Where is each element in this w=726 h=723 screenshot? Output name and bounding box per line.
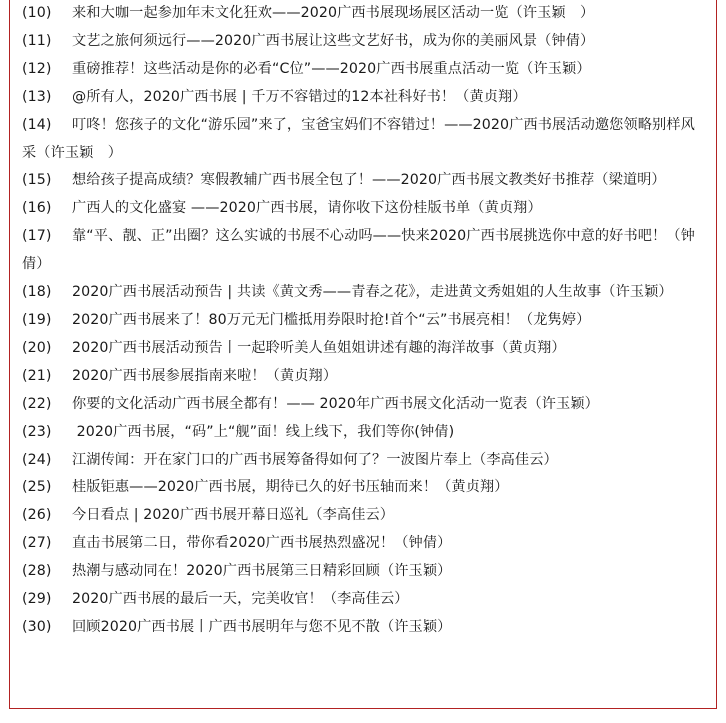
- item-number: (17): [22, 228, 52, 245]
- item-title: 2020广西书展，“码”上“舰”面！线上线下，我们等你(钟倩): [72, 423, 455, 440]
- item-title: 2020广西书展参展指南来啦！（黄贞翔）: [72, 367, 338, 384]
- list-item[interactable]: [22, 614, 707, 642]
- list-item[interactable]: [22, 112, 707, 168]
- item-title: 回顾2020广西书展丨广西书展明年与您不见不散（许玉颖）: [72, 618, 452, 635]
- item-title: 2020广西书展来了！80万元无门槛抵用券限时抢!首个“云”书展亮相！（龙隽婷）: [72, 311, 591, 328]
- item-number: (20): [22, 339, 52, 356]
- list-item[interactable]: [22, 195, 707, 223]
- list-item[interactable]: [22, 391, 707, 419]
- item-number: (21): [22, 367, 52, 384]
- item-title: 热潮与感动同在！2020广西书展第三日精彩回顾（许玉颖）: [72, 563, 452, 580]
- item-title: 来和大咖一起参加年末文化狂欢——2020广西书展现场展区活动一览（许玉颖 ）: [72, 5, 595, 21]
- item-title: 2020广西书展活动预告 | 共读《黄文秀——青春之花》，走进黄文秀姐姐的人生故事（许玉颖）: [72, 284, 673, 301]
- item-number: (10): [22, 5, 52, 21]
- item-title: 2020广西书展的最后一天，完美收官！（李高佳云）: [72, 591, 409, 608]
- list-item[interactable]: [22, 530, 707, 558]
- list-item[interactable]: [22, 167, 707, 195]
- item-title: 想给孩子提高成绩？寒假教辅广西书展全包了！——2020广西书展文教类好书推荐（梁道明）: [72, 172, 666, 189]
- item-title: 直击书展第二日，带你看2020广西书展热烈盛况！（钟倩）: [72, 535, 452, 552]
- item-title: 重磅推荐！这些活动是你的必看“C位”——2020广西书展重点活动一览（许玉颖）: [72, 60, 591, 77]
- list-item[interactable]: [22, 84, 707, 112]
- item-title: @所有人，2020广西书展 | 千万不容错过的12本社科好书！（黄贞翔）: [72, 88, 527, 105]
- item-number: (28): [22, 563, 52, 580]
- item-number: (30): [22, 618, 52, 635]
- list-item[interactable]: [22, 558, 707, 586]
- item-title: 广西人的文化盛宴 ——2020广西书展，请你收下这份桂版书单（黄贞翔）: [72, 200, 542, 217]
- item-number: (19): [22, 311, 52, 328]
- item-title: 桂版钜惠——2020广西书展，期待已久的好书压轴而来！（黄贞翔）: [72, 479, 509, 496]
- item-number: (24): [22, 451, 52, 468]
- item-number: (29): [22, 591, 52, 608]
- item-number: (22): [22, 395, 52, 412]
- item-title: 今日看点 | 2020广西书展开幕日巡礼（李高佳云）: [72, 507, 395, 524]
- item-title: 2020广西书展活动预告丨一起聆听美人鱼姐姐讲述有趣的海洋故事（黄贞翔）: [72, 339, 566, 356]
- list-item[interactable]: [22, 474, 707, 502]
- item-number: (14): [22, 116, 52, 133]
- list-item[interactable]: [22, 307, 707, 335]
- list-item[interactable]: [22, 363, 707, 391]
- item-number: (23): [22, 423, 52, 440]
- list-item[interactable]: [22, 279, 707, 307]
- item-title: 文艺之旅何须远行——2020广西书展让这些文艺好书，成为你的美丽风景（钟倩）: [72, 32, 595, 49]
- item-number: (16): [22, 200, 52, 217]
- item-title: 叮咚！您孩子的文化“游乐园”来了，宝爸宝妈们不容错过！——2020广西书展活动邀您领略别样风采（许玉颖 ）: [22, 116, 695, 161]
- list-item[interactable]: [22, 502, 707, 530]
- list-item[interactable]: [22, 0, 707, 28]
- item-number: (27): [22, 535, 52, 552]
- item-number: (26): [22, 507, 52, 524]
- list-item[interactable]: [22, 586, 707, 614]
- list-item[interactable]: [22, 447, 707, 475]
- list-item[interactable]: [22, 28, 707, 56]
- item-number: (15): [22, 172, 52, 189]
- article-list: [22, 0, 707, 642]
- list-item[interactable]: [22, 223, 707, 279]
- item-number: (13): [22, 88, 52, 105]
- item-number: (18): [22, 284, 52, 301]
- item-number: (25): [22, 479, 52, 496]
- list-item[interactable]: [22, 335, 707, 363]
- item-title: 你要的文化活动广西书展全都有！—— 2020年广西书展文化活动一览表（许玉颖）: [72, 395, 599, 412]
- list-item[interactable]: [22, 419, 707, 447]
- item-number: (12): [22, 60, 52, 77]
- list-item[interactable]: [22, 56, 707, 84]
- item-title: 江湖传闻：开在家门口的广西书展筹备得如何了？一波图片奉上（李高佳云）: [72, 451, 558, 468]
- item-number: (11): [22, 32, 52, 49]
- item-title: 靠“平、靓、正”出圈？这么实诚的书展不心动吗——快来2020广西书展挑选你中意的好书吧！（钟倩）: [22, 228, 695, 273]
